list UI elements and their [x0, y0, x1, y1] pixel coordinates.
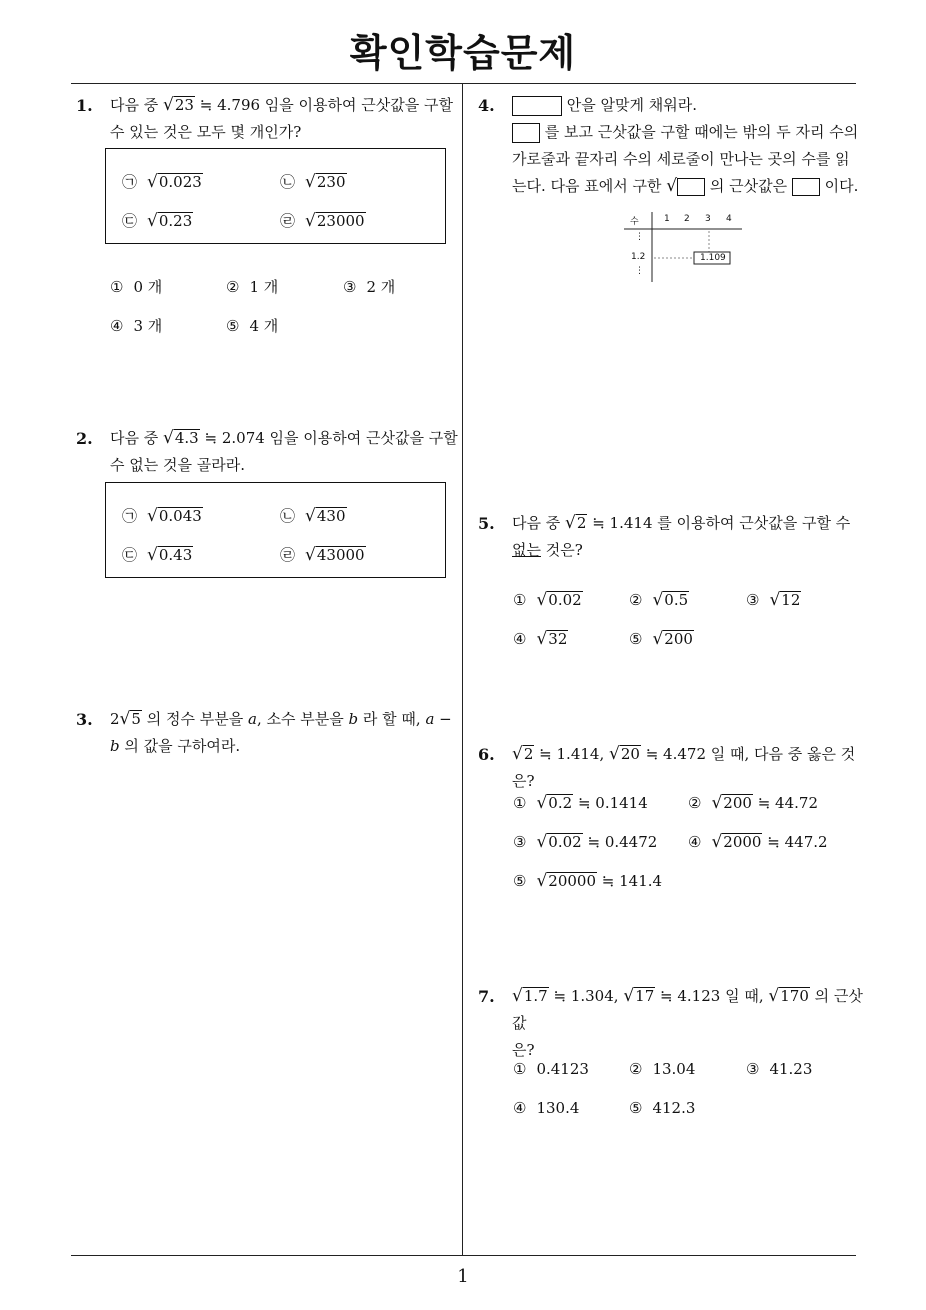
question-4	[478, 92, 864, 200]
table-header: 3	[705, 214, 711, 224]
option-4[interactable]: ④ √32	[513, 629, 568, 649]
table-header: 수	[630, 217, 639, 227]
table-dots: ⋮	[635, 266, 644, 276]
option-2[interactable]: ② 1 개	[226, 278, 279, 296]
question-5	[478, 510, 864, 564]
option-1[interactable]: ① 0.4123	[513, 1060, 589, 1078]
top-rule	[71, 83, 856, 84]
question-1	[76, 92, 458, 146]
bottom-rule	[71, 1255, 856, 1256]
box-item: ㉡ √230	[280, 172, 346, 192]
table-dots: ⋮	[635, 232, 644, 242]
choice-box	[105, 148, 446, 244]
column-divider	[462, 83, 463, 1256]
table-row-label: 1.2	[631, 252, 646, 262]
option-4[interactable]: ④ √2000 ≒ 447.2	[688, 832, 828, 852]
question-3	[76, 706, 458, 760]
table-header: 4	[726, 214, 732, 224]
option-4[interactable]: ④ 130.4	[513, 1099, 580, 1117]
option-3[interactable]: ③ 41.23	[746, 1060, 813, 1078]
question-number: 6.	[478, 745, 495, 764]
answer-blank[interactable]	[792, 178, 820, 196]
question-text: 다음 중 √4.3 ≒ 2.074 임을 이용하여 근삿값을 구할 수 없는 것을 골라라.	[110, 425, 458, 479]
option-5[interactable]: ⑤ 4 개	[226, 317, 279, 335]
square-root-table-labels	[622, 210, 746, 284]
question-6	[478, 741, 864, 795]
radical: √5	[119, 709, 141, 729]
radical: √23	[163, 95, 194, 115]
option-1[interactable]: ① √0.02	[513, 590, 582, 610]
option-1[interactable]: ① 0 개	[110, 278, 163, 296]
question-text: √1.7 ≒ 1.304, √17 ≒ 4.123 일 때, √170 의 근삿값 은?	[512, 983, 864, 1064]
box-item: ㉢ √0.23	[122, 211, 193, 231]
question-number: 4.	[478, 96, 495, 115]
radical: √2	[512, 744, 534, 764]
option-1[interactable]: ① √0.2 ≒ 0.1414	[513, 793, 648, 813]
question-text: 다음 중 √23 ≒ 4.796 임을 이용하여 근삿값을 구할 수 있는 것은 모두 몇 개인가?	[110, 92, 458, 146]
question-number: 3.	[76, 710, 93, 729]
radical: √170	[768, 986, 809, 1006]
option-5[interactable]: ⑤ √20000 ≒ 141.4	[513, 871, 663, 891]
radical: √20	[609, 744, 640, 764]
question-number: 7.	[478, 987, 495, 1006]
box-item: ㉠ √0.043	[122, 506, 202, 526]
option-2[interactable]: ② 13.04	[629, 1060, 696, 1078]
option-2[interactable]: ② √200 ≒ 44.72	[688, 793, 818, 813]
radical: √17	[623, 986, 655, 1006]
box-item: ㉢ √0.43	[122, 545, 193, 565]
question-text: 다음 중 √2 ≒ 1.414 를 이용하여 근삿값을 구할 수 없는 것은?	[512, 510, 864, 564]
question-number: 2.	[76, 429, 93, 448]
radical: √	[666, 173, 705, 200]
option-4[interactable]: ④ 3 개	[110, 317, 163, 335]
answer-blank[interactable]	[677, 178, 705, 196]
table-header: 1	[664, 214, 670, 224]
page-title: 확인학습문제	[349, 31, 577, 75]
option-2[interactable]: ② √0.5	[629, 590, 689, 610]
option-3[interactable]: ③ √12	[746, 590, 801, 610]
page-number: 1	[457, 1266, 469, 1287]
option-5[interactable]: ⑤ 412.3	[629, 1099, 696, 1117]
option-3[interactable]: ③ 2 개	[343, 278, 396, 296]
answer-blank[interactable]	[512, 96, 562, 116]
question-text: 2√5 의 정수 부분을 a, 소수 부분을 b 라 할 때, a − b 의 값을 구하여라.	[110, 706, 458, 760]
question-7	[478, 983, 864, 1064]
question-text: √2 ≒ 1.414, √20 ≒ 4.472 일 때, 다음 중 옳은 것은?	[512, 741, 864, 795]
question-text: 안을 알맞게 채워라. 를 보고 근삿값을 구할 때에는 밖의 두 자리 수의 가로줄과 끝자리 수의 세로줄이 만나는 곳의 수를 읽는다. 다음 표에서 구한 √ 의 근삿값은 이다.	[512, 92, 864, 200]
choice-box	[105, 482, 446, 578]
box-item: ㉣ √43000	[280, 545, 365, 565]
question-number: 5.	[478, 514, 495, 533]
radical: √1.7	[512, 986, 548, 1006]
table-cell-value: 1.109	[700, 253, 726, 263]
box-item: ㉠ √0.023	[122, 172, 202, 192]
answer-blank[interactable]	[512, 123, 540, 143]
box-item: ㉡ √430	[280, 506, 346, 526]
option-3[interactable]: ③ √0.02 ≒ 0.4472	[513, 832, 658, 852]
question-2	[76, 425, 458, 479]
radical: √2	[565, 513, 587, 533]
table-header: 2	[684, 214, 690, 224]
question-number: 1.	[76, 96, 93, 115]
radical: √4.3	[163, 428, 199, 448]
option-5[interactable]: ⑤ √200	[629, 629, 693, 649]
box-item: ㉣ √23000	[280, 211, 365, 231]
